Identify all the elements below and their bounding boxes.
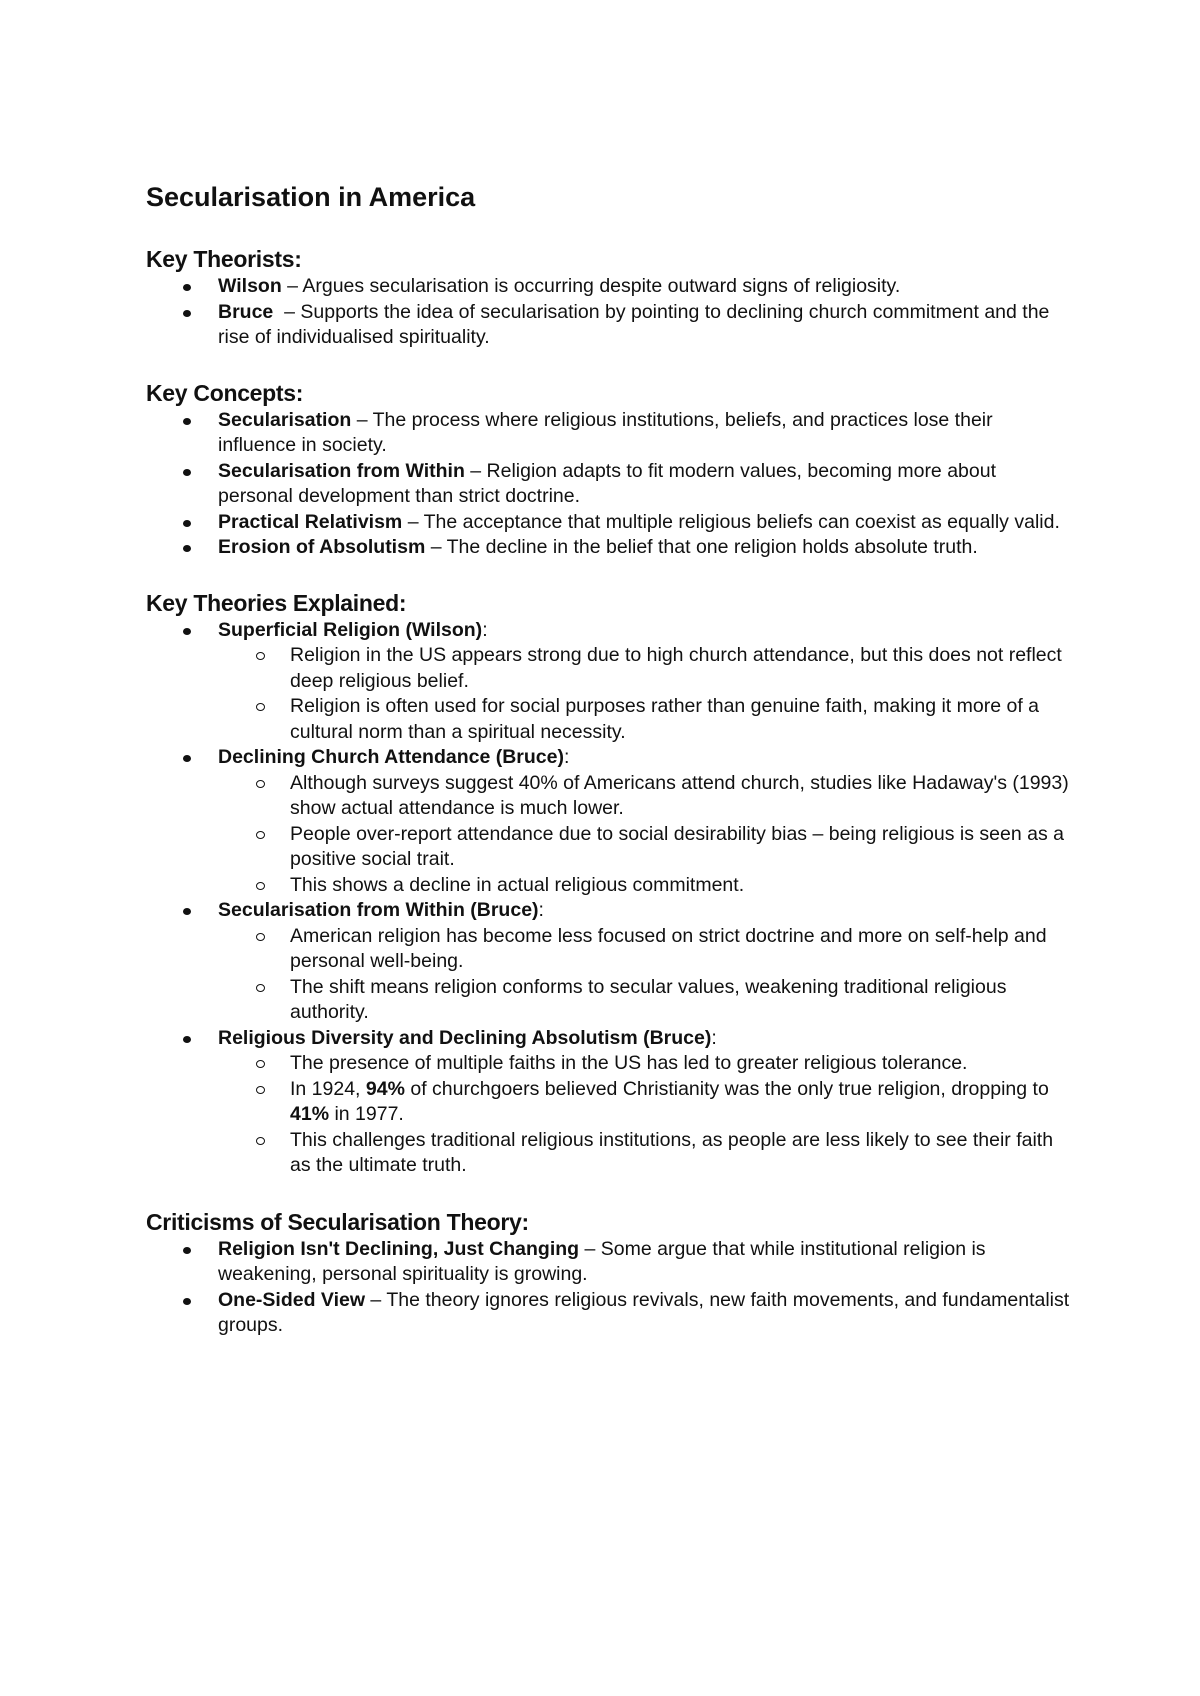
sub-list-item-text: American religion has become less focused on strict doctrine and more on self-help and personal well-being. (290, 924, 1047, 972)
list-item (218, 618, 1076, 746)
sub-list-item-text: Although surveys suggest 40% of Americans attend church, studies like Hadaway's (1993) show actual attendance is much lower. (290, 771, 1069, 819)
bullet-icon (183, 418, 191, 425)
list-item-term: Secularisation from Within (218, 459, 465, 482)
bullet-icon (183, 1298, 191, 1305)
list-item (218, 898, 1076, 1026)
list-item (218, 408, 1076, 459)
list-item-term: Religion Isn't Declining, Just Changing (218, 1237, 580, 1260)
list-item (218, 1237, 1076, 1288)
bullet-icon (183, 284, 191, 291)
list-item-term: Erosion of Absolutism (218, 536, 426, 558)
circle-bullet-icon (256, 1137, 265, 1145)
bullet-icon (183, 1036, 191, 1043)
list-item-text: – Religion adapts to fit modern values, becoming more about personal development than strict doctrine. (218, 459, 996, 507)
list-item-text: – Argues secularisation is occurring despite outward signs of religiosity. (281, 275, 901, 297)
circle-bullet-icon (256, 933, 265, 941)
list-item (218, 1026, 1076, 1179)
list-item-term: One-Sided View (218, 1288, 366, 1311)
circle-bullet-icon (256, 1060, 265, 1068)
bullet-icon (183, 469, 191, 476)
text-run: in 1977. (329, 1103, 404, 1125)
list-item (218, 535, 1076, 561)
bullet-icon (183, 628, 191, 635)
section-heading-key-theorists: Key Theorists: (146, 246, 302, 272)
key-concepts-list (146, 408, 1076, 561)
bullet-icon (183, 520, 191, 527)
list-item-text: – Some argue that while institutional religion is weakening, personal spirituality is growing. (218, 1237, 986, 1285)
list-item (218, 745, 1076, 898)
sub-list-item-text: People over-report attendance due to social desirability bias – being religious is seen as a positive social trait. (290, 822, 1064, 870)
list-item-text: – The decline in the belief that one religion holds absolute truth. (425, 536, 978, 558)
sub-list-item (290, 694, 1076, 745)
circle-bullet-icon (256, 703, 265, 711)
sub-list-item-text (290, 1052, 967, 1074)
list-item-term: Superficial Religion (Wilson) (218, 618, 483, 641)
circle-bullet-icon (256, 831, 265, 839)
sub-list (218, 643, 1076, 745)
list-item (218, 1288, 1076, 1339)
section-heading-key-concepts: Key Concepts: (146, 379, 304, 406)
list-item-term: Secularisation from Within (Bruce) (218, 899, 539, 921)
sub-list-item (290, 924, 1076, 975)
list-item-text: – The theory ignores religious revivals, new faith movements, and fundamentalist groups. (218, 1288, 1070, 1336)
bullet-icon (183, 755, 191, 762)
key-theories-list (146, 618, 1076, 1179)
list-item-text: : (563, 746, 570, 768)
circle-bullet-icon (256, 984, 265, 992)
criticisms-list (146, 1237, 1076, 1339)
list-item-term: Bruce (218, 300, 274, 323)
list-item-text: : (482, 618, 488, 641)
bullet-icon (183, 545, 191, 552)
text-run: This challenges traditional religious institutions, as people are less likely to see their faith as the ultimate truth. (290, 1128, 1054, 1176)
sub-list-item (290, 643, 1076, 694)
sub-list-item (290, 771, 1076, 822)
list-item-term: Secularisation (218, 408, 352, 431)
bullet-icon (183, 310, 191, 317)
list-item-text: – The process where religious institutions, beliefs, and practices lose their influence in society. (218, 408, 993, 456)
section-heading-criticisms: Criticisms of Secularisation Theory: (146, 1208, 529, 1235)
text-run: of churchgoers believed Christianity was the only true religion, dropping to (404, 1077, 1049, 1100)
circle-bullet-icon (256, 882, 265, 890)
list-item-term: Wilson (218, 275, 282, 297)
list-item-text: – Supports the idea of secularisation by pointing to declining church commitment and the rise of individualised spirituality. (218, 300, 1055, 348)
bold-figure: 94% (365, 1077, 405, 1100)
list-item-text: : (711, 1026, 717, 1049)
circle-bullet-icon (256, 1086, 265, 1094)
bold-figure: 41% (290, 1103, 330, 1125)
section-heading-key-theories: Key Theories Explained: (146, 589, 407, 616)
sub-list-item-text: Religion is often used for social purposes rather than genuine faith, making it more of a cultural norm than a spiritual necessity. (290, 695, 1040, 743)
document-title: Secularisation in America (146, 182, 476, 212)
sub-list-item-text: This shows a decline in actual religious commitment. (290, 873, 745, 896)
text-run: In 1924, (290, 1077, 366, 1100)
sub-list-item (290, 1051, 1076, 1077)
sub-list-item (290, 1128, 1076, 1179)
sub-list (218, 924, 1076, 1026)
list-item-text: – The acceptance that multiple religious beliefs can coexist as equally valid. (402, 510, 1060, 533)
document-page (146, 180, 1076, 1339)
list-item (218, 274, 1076, 300)
sub-list-item-text (290, 1129, 1053, 1177)
sub-list-item (290, 822, 1076, 873)
list-item (218, 510, 1076, 536)
bullet-icon (183, 1247, 191, 1254)
list-item-term: Religious Diversity and Declining Absolutism (Bruce) (218, 1026, 712, 1049)
list-item (218, 459, 1076, 510)
sub-list-item (290, 873, 1076, 899)
list-item-text: : (538, 899, 544, 921)
sub-list (218, 1051, 1076, 1179)
sub-list-item-text (290, 1078, 1049, 1126)
list-item-term: Declining Church Attendance (Bruce) (218, 746, 564, 768)
list-item (218, 300, 1076, 351)
text-run: The presence of multiple faiths in the US has led to greater religious tolerance. (290, 1052, 968, 1074)
sub-list-item-text: Religion in the US appears strong due to high church attendance, but this does not reflect deep religious belief. (290, 644, 1062, 692)
key-theorists-list (146, 274, 1076, 351)
bullet-icon (183, 908, 191, 915)
circle-bullet-icon (256, 780, 265, 788)
sub-list-item (290, 1077, 1076, 1128)
sub-list-item (290, 975, 1076, 1026)
circle-bullet-icon (256, 652, 265, 660)
sub-list (218, 771, 1076, 899)
sub-list-item-text: The shift means religion conforms to secular values, weakening traditional religious authority. (290, 975, 1007, 1023)
list-item-term: Practical Relativism (218, 510, 403, 533)
